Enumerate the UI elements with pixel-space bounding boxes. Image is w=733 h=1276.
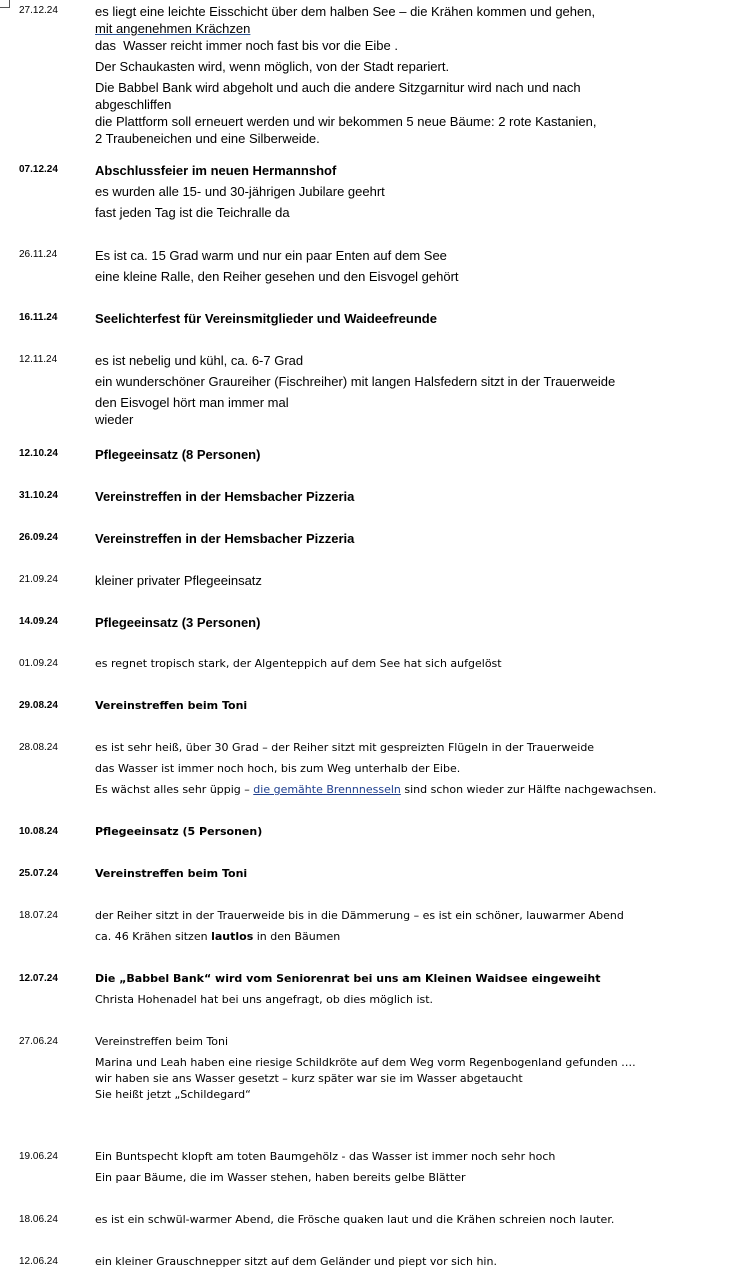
- entry-line: [95, 930, 725, 944]
- entry-line: Der Schaukasten wird, wenn möglich, von der Stadt repariert.: [95, 59, 450, 74]
- entry-text: [95, 741, 725, 804]
- entry-text: [95, 825, 725, 846]
- entry-line: ein wunderschöner Graureiher (Fischreiher) mit langen Halsfedern sitzt in der Trauerweide: [95, 374, 616, 389]
- entry-line: es liegt eine leichte Eisschicht über dem halben See – die Krähen kommen und gehen,: [95, 4, 596, 19]
- entry-text: [95, 447, 725, 468]
- entry-date: 12.06.24: [19, 1256, 58, 1267]
- entry-line: es ist nebelig und kühl, ca. 6-7 Grad: [95, 353, 304, 368]
- entry-heading: Vereinstreffen in der Hemsbacher Pizzeria: [95, 489, 355, 504]
- inline-link[interactable]: die gemähte Brennnesseln: [253, 783, 401, 796]
- entry-line-part: in den Bäumen: [253, 930, 341, 943]
- entry-line: es wurden alle 15- und 30-jährigen Jubilare geehrt: [95, 184, 385, 199]
- entry-text: [95, 615, 725, 636]
- entry-line-part: ca. 46 Krähen sitzen: [95, 930, 212, 943]
- entry-date: 10.08.24: [19, 826, 58, 837]
- entry-line: Ein paar Bäume, die im Wasser stehen, haben bereits gelbe Blätter: [95, 1171, 466, 1184]
- entry-date: 14.09.24: [19, 616, 58, 627]
- entry-text: [95, 4, 725, 152]
- entry-heading: Pflegeeinsatz (8 Personen): [95, 447, 261, 462]
- entry-text: [95, 489, 725, 510]
- entry-line: abgeschliffen: [95, 97, 172, 112]
- entry-line: Sie heißt jetzt „Schildegard“: [95, 1088, 251, 1101]
- entry-heading: Seelichterfest für Vereinsmitglieder und Waideefreunde: [95, 311, 437, 326]
- entry-heading: Abschlussfeier im neuen Hermannshof: [95, 163, 337, 178]
- entry-text: [95, 657, 725, 678]
- entry-heading: Die „Babbel Bank“ wird vom Seniorenrat bei uns am Kleinen Waidsee eingeweiht: [95, 972, 601, 985]
- entry-date: 25.07.24: [19, 868, 58, 879]
- entry-heading: Vereinstreffen beim Toni: [95, 699, 248, 712]
- entry-date: 18.07.24: [19, 910, 58, 921]
- entry-date: 28.08.24: [19, 742, 58, 753]
- entry-line: das Wasser reicht immer noch fast bis vor die Eibe .: [95, 38, 398, 53]
- entry-text: [95, 972, 725, 1014]
- entry-line: [95, 783, 725, 797]
- entry-line: wieder: [95, 412, 134, 427]
- entry-heading: Vereinstreffen in der Hemsbacher Pizzeria: [95, 531, 355, 546]
- entry-date: 29.08.24: [19, 700, 58, 711]
- entry-line: Ein Buntspecht klopft am toten Baumgehölz - das Wasser ist immer noch sehr hoch: [95, 1150, 556, 1163]
- entry-date: 21.09.24: [19, 574, 58, 585]
- entry-line: ein kleiner Grauschnepper sitzt auf dem Geländer und piept vor sich hin.: [95, 1255, 497, 1268]
- entry-date: 27.06.24: [19, 1036, 58, 1047]
- entry-line: Es ist ca. 15 Grad warm und nur ein paar Enten auf dem See: [95, 248, 447, 263]
- entry-text: [95, 1213, 725, 1234]
- entry-heading: Pflegeeinsatz (5 Personen): [95, 825, 263, 838]
- entry-text: [95, 163, 725, 226]
- entry-line: Marina und Leah haben eine riesige Schildkröte auf dem Weg vorm Regenbogenland gefunden ….: [95, 1056, 636, 1069]
- entry-line: die Plattform soll erneuert werden und wir bekommen 5 neue Bäume: 2 rote Kastanien,: [95, 114, 597, 129]
- entry-date: 16.11.24: [19, 312, 58, 323]
- entry-line: der Reiher sitzt in der Trauerweide bis in die Dämmerung – es ist ein schöner, lauwarmer Abend: [95, 909, 624, 922]
- entry-date: 12.10.24: [19, 448, 58, 459]
- corner-marker: [0, 0, 10, 8]
- entry-line: fast jeden Tag ist die Teichralle da: [95, 205, 290, 220]
- entry-text: [95, 1255, 725, 1276]
- entry-line: den Eisvogel hört man immer mal: [95, 395, 289, 410]
- entry-text: [95, 573, 725, 594]
- entry-text: [95, 867, 725, 888]
- entry-date: 19.06.24: [19, 1151, 58, 1162]
- entry-text: [95, 1035, 725, 1109]
- entry-heading: Vereinstreffen beim Toni: [95, 867, 248, 880]
- entry-text: [95, 909, 725, 951]
- entry-date: 26.09.24: [19, 532, 58, 543]
- entry-line: Die Babbel Bank wird abgeholt und auch die andere Sitzgarnitur wird nach und nach: [95, 80, 581, 95]
- entry-line: Christa Hohenadel hat bei uns angefragt, ob dies möglich ist.: [95, 993, 434, 1006]
- entry-date: 18.06.24: [19, 1214, 58, 1225]
- entry-text: [95, 699, 725, 720]
- entry-line: 2 Traubeneichen und eine Silberweide.: [95, 131, 320, 146]
- entry-line: eine kleine Ralle, den Reiher gesehen und den Eisvogel gehört: [95, 269, 459, 284]
- entry-date: 12.07.24: [19, 973, 58, 984]
- emphasis: lautlos: [211, 930, 254, 943]
- entry-line: es ist sehr heiß, über 30 Grad – der Reiher sitzt mit gespreizten Flügeln in der Trauerweide: [95, 741, 595, 754]
- entry-line: es ist ein schwül-warmer Abend, die Frösche quaken laut und die Krähen schreien noch lauter.: [95, 1213, 615, 1226]
- entry-line-part: sind schon wieder zur Hälfte nachgewachsen.: [400, 783, 657, 796]
- entry-line: wir haben sie ans Wasser gesetzt – kurz später war sie im Wasser abgetaucht: [95, 1072, 523, 1085]
- entry-date: 07.12.24: [19, 164, 58, 175]
- entry-text: [95, 248, 725, 290]
- entry-text: [95, 311, 725, 332]
- entry-heading: Pflegeeinsatz (3 Personen): [95, 615, 261, 630]
- entry-line: es regnet tropisch stark, der Algenteppich auf dem See hat sich aufgelöst: [95, 657, 502, 670]
- entry-text: [95, 531, 725, 552]
- entry-date: 12.11.24: [19, 354, 58, 365]
- entry-line: das Wasser ist immer noch hoch, bis zum Weg unterhalb der Eibe.: [95, 762, 461, 775]
- entry-line-part: Es wächst alles sehr üppig –: [95, 783, 254, 796]
- entry-date: 31.10.24: [19, 490, 58, 501]
- entry-date: 01.09.24: [19, 658, 58, 669]
- entry-text: [95, 353, 725, 433]
- entry-line: kleiner privater Pflegeeinsatz: [95, 573, 262, 588]
- entry-line: mit angenehmen Krächzen: [95, 21, 251, 36]
- entry-date: 27.12.24: [19, 5, 58, 16]
- entry-date: 26.11.24: [19, 249, 58, 260]
- entry-text: [95, 1150, 725, 1192]
- entry-line: Vereinstreffen beim Toni: [95, 1035, 229, 1048]
